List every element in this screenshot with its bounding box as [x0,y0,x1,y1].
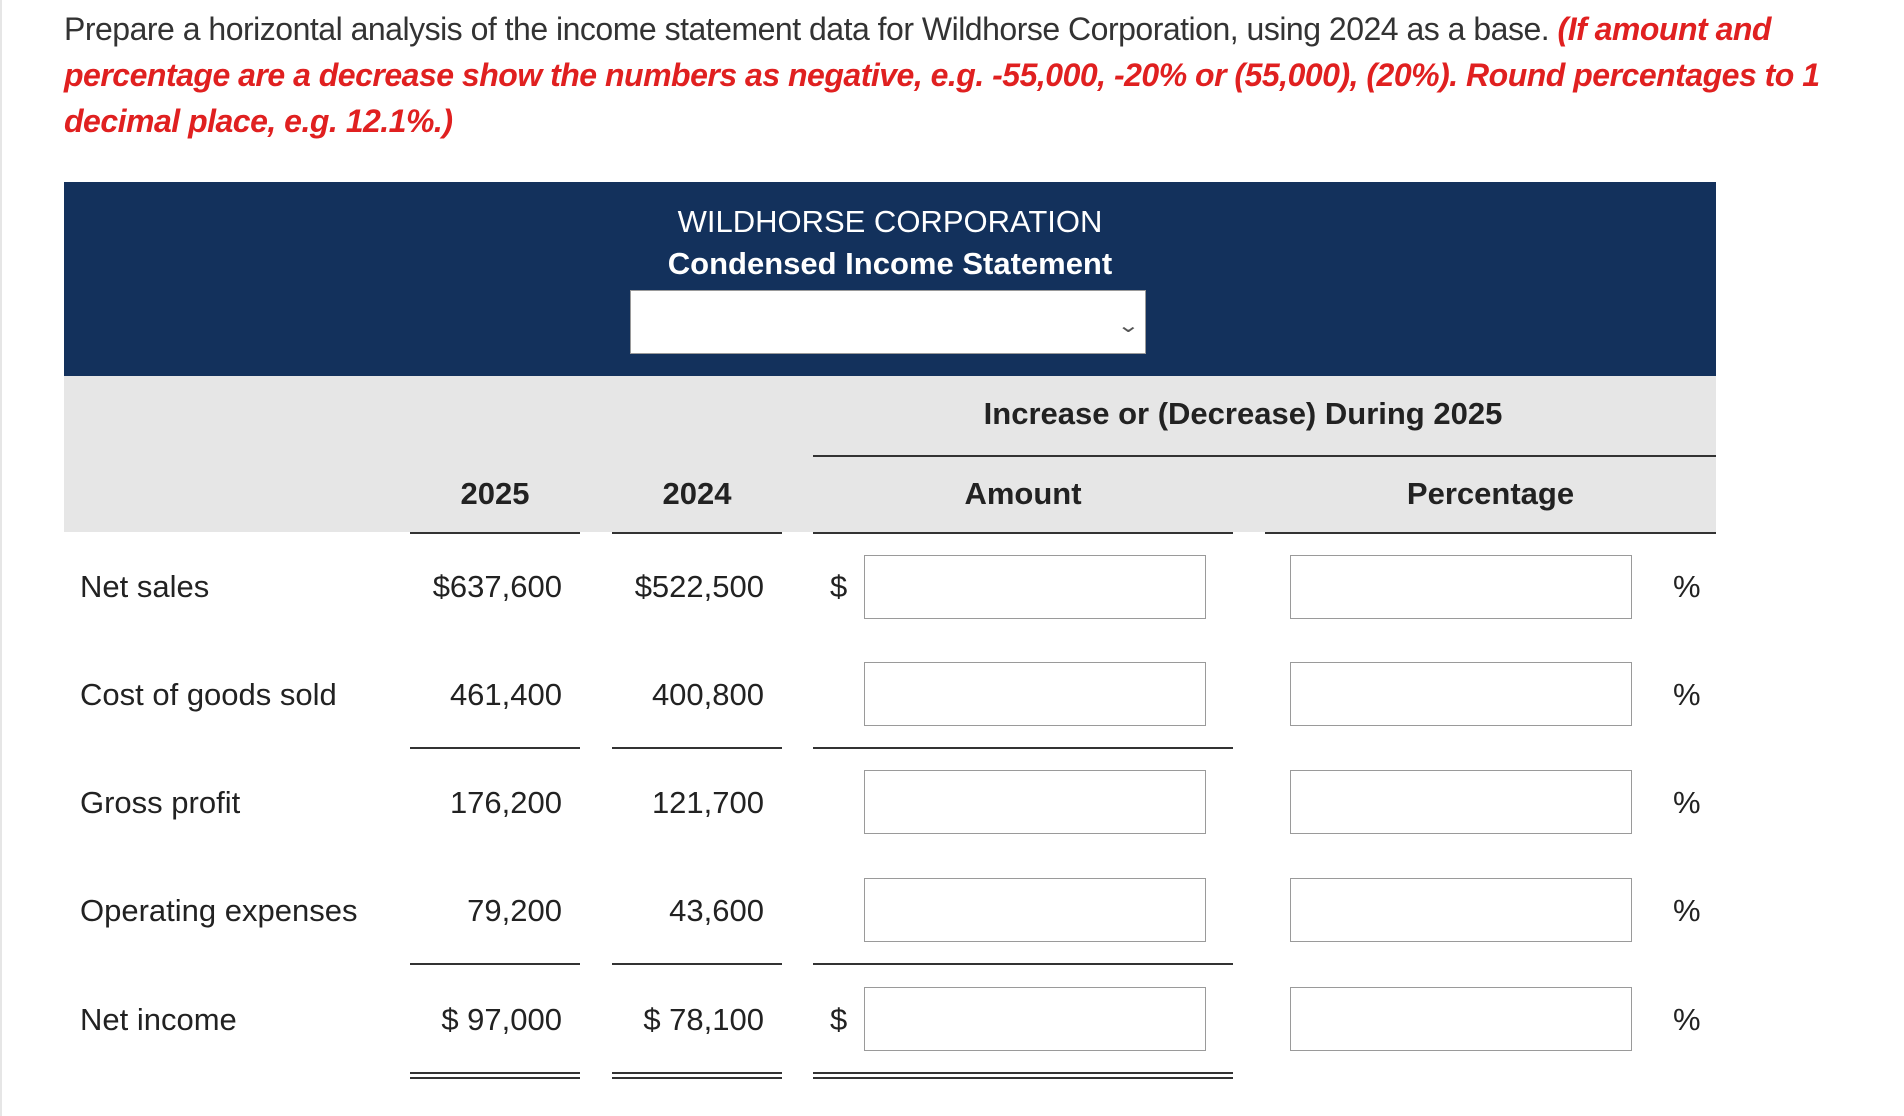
net-sales-percentage-input[interactable] [1290,555,1632,619]
net-sales-dollar-sign: $ [830,569,848,604]
net-income-2025: $ 97,000 [441,1002,562,1037]
operating-expenses-percent-sign: % [1673,893,1701,928]
group-heading-rule [813,455,1716,457]
col-percentage-heading: Percentage [1406,476,1575,511]
net-sales-2024: $522,500 [634,569,764,604]
cogs-2024-rule [612,747,782,749]
col-2025-rule [410,532,580,534]
cogs-percent-sign: % [1673,677,1701,712]
col-2025-heading: 2025 [460,476,530,511]
cogs-2024: 400,800 [651,677,764,712]
net-sales-percent-sign: % [1673,569,1701,604]
date-dropdown[interactable] [630,290,1146,354]
instructions-text: Prepare a horizontal analysis of the income statement data for Wildhorse Corporation, using 2024 as a base. [64,11,1550,47]
cogs-amount-rule [813,747,1233,749]
net-income-percentage-input[interactable] [1290,987,1632,1051]
gross-profit-2025: 176,200 [449,785,562,820]
opex-amount-rule [813,963,1233,965]
row-label-cost-of-goods-sold: Cost of goods sold [80,677,337,712]
increase-decrease-heading: Increase or (Decrease) During 2025 [983,396,1503,431]
net-income-amount-input[interactable] [864,987,1206,1051]
col-2024-heading: 2024 [662,476,732,511]
net-income-2024: $ 78,100 [643,1002,764,1037]
net-income-percent-sign: % [1673,1002,1701,1037]
operating-expenses-2024: 43,600 [669,893,764,928]
operating-expenses-percentage-input[interactable] [1290,878,1632,942]
col-amount-heading: Amount [964,476,1082,511]
opex-2024-rule [612,963,782,965]
page-left-border [0,0,2,1116]
col-percentage-rule [1265,532,1716,534]
row-label-gross-profit: Gross profit [80,785,241,820]
cogs-percentage-input[interactable] [1290,662,1632,726]
net-income-2024-double-rule [612,1072,782,1074]
cogs-amount-input[interactable] [864,662,1206,726]
net-income-dollar-sign: $ [830,1002,848,1037]
net-sales-amount-input[interactable] [864,555,1206,619]
net-income-amount-double-rule [813,1072,1233,1074]
row-label-net-sales: Net sales [80,569,210,604]
gross-profit-percent-sign: % [1673,785,1701,820]
statement-title: Condensed Income Statement [667,246,1113,281]
chevron-down-icon: ⌄ [1116,315,1141,337]
operating-expenses-2025: 79,200 [467,893,562,928]
col-amount-rule [813,532,1233,534]
operating-expenses-amount-input[interactable] [864,878,1206,942]
gross-profit-2024: 121,700 [651,785,764,820]
gross-profit-percentage-input[interactable] [1290,770,1632,834]
instructions [64,6,1864,144]
cogs-2025-rule [410,747,580,749]
net-sales-2025: $637,600 [432,569,562,604]
cogs-2025: 461,400 [449,677,562,712]
instructions-note: (If amount and percentage are a decrease show the numbers as negative, e.g. -55,000, -20% or (55,000), (20%). Round percentages to 1 decimal place, e.g. 12.1%.) [64,11,1820,139]
row-label-net-income: Net income [80,1002,237,1037]
company-name: WILDHORSE CORPORATION [677,204,1103,239]
row-label-operating-expenses: Operating expenses [80,893,358,928]
statement-header [64,182,1716,376]
opex-2025-rule [410,963,580,965]
col-2024-rule [612,532,782,534]
net-income-2025-double-rule [410,1072,580,1074]
gross-profit-amount-input[interactable] [864,770,1206,834]
